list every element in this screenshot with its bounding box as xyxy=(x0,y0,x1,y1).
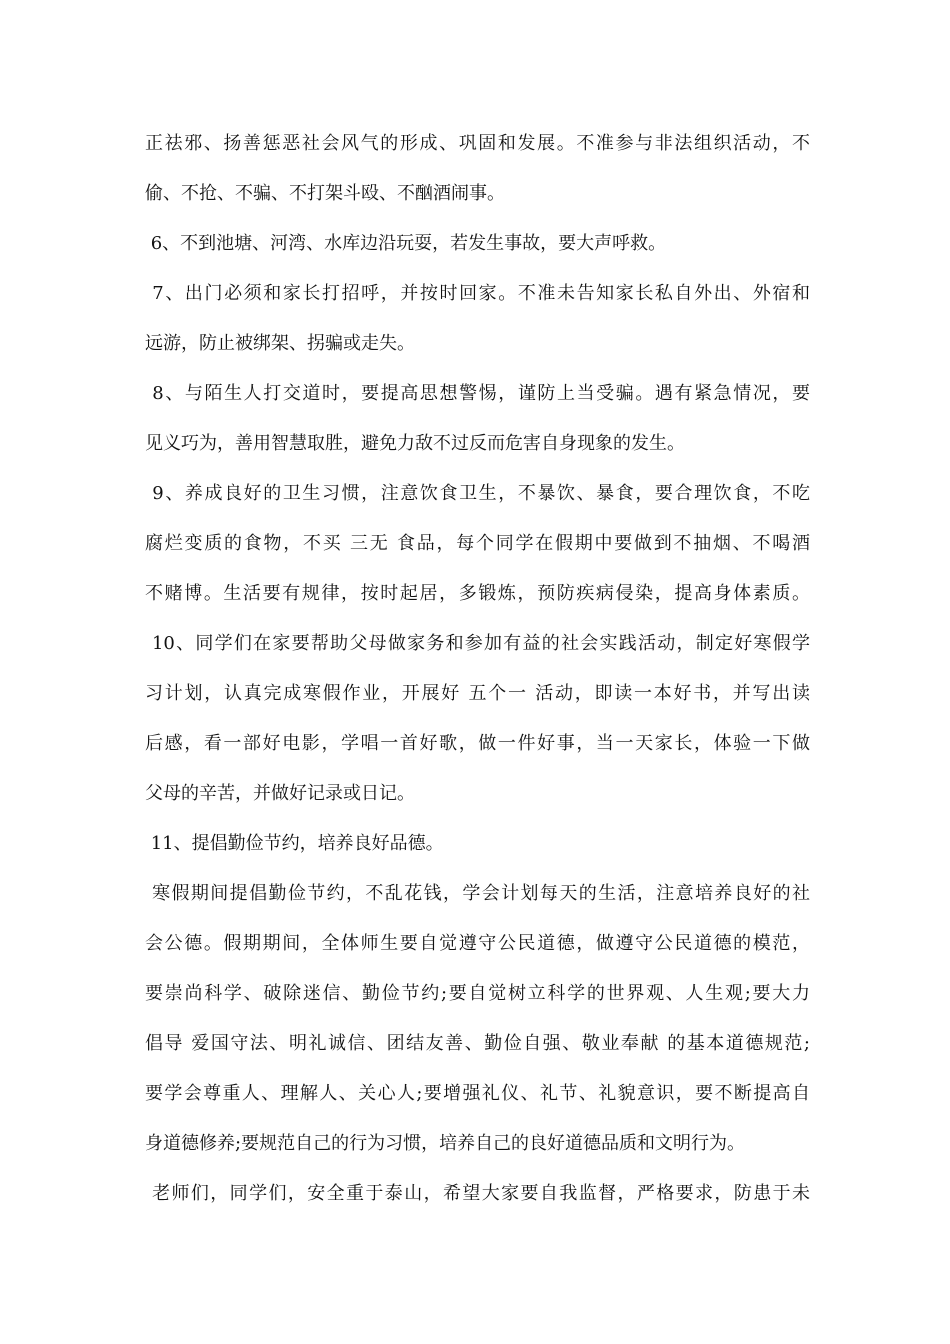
text-line: 11、提倡勤俭节约，培养良好品德。 xyxy=(145,833,444,854)
text-line: 习计划，认真完成寒假作业，开展好 五个一 活动，即读一本好书，并写出读 xyxy=(145,683,810,704)
text-line: 倡导 爱国守法、明礼诚信、团结友善、勤俭自强、敬业奉献 的基本道德规范; xyxy=(145,1033,810,1054)
text-line: 会公德。假期期间，全体师生要自觉遵守公民道德，做遵守公民道德的模范， xyxy=(145,933,810,954)
text-line: 身道德修养;要规范自己的行为习惯，培养自己的良好道德品质和文明行为。 xyxy=(145,1133,746,1154)
text-line: 要学会尊重人、理解人、关心人;要增强礼仪、礼节、礼貌意识，要不断提高自 xyxy=(145,1083,810,1104)
text-line: 不赌博。生活要有规律，按时起居，多锻炼，预防疾病侵染，提高身体素质。 xyxy=(145,583,810,604)
text-line: 偷、不抢、不骗、不打架斗殴、不酗酒闹事。 xyxy=(145,183,505,204)
text-line: 父母的辛苦，并做好记录或日记。 xyxy=(145,783,415,804)
text-line: 老师们，同学们，安全重于泰山，希望大家要自我监督，严格要求，防患于未 xyxy=(145,1183,810,1204)
text-line: 要崇尚科学、破除迷信、勤俭节约;要自觉树立科学的世界观、人生观;要大力 xyxy=(145,983,810,1004)
text-line: 9、养成良好的卫生习惯，注意饮食卫生，不暴饮、暴食，要合理饮食，不吃 xyxy=(145,483,810,504)
text-line: 正祛邪、扬善惩恶社会风气的形成、巩固和发展。不准参与非法组织活动，不 xyxy=(145,133,810,154)
text-line: 7、出门必须和家长打招呼，并按时回家。不准未告知家长私自外出、外宿和 xyxy=(145,283,810,304)
text-line: 寒假期间提倡勤俭节约，不乱花钱，学会计划每天的生活，注意培养良好的社 xyxy=(145,883,810,904)
document-body xyxy=(145,119,810,1219)
text-line: 见义巧为，善用智慧取胜，避免力敌不过反而危害自身现象的发生。 xyxy=(145,433,685,454)
text-line: 10、同学们在家要帮助父母做家务和参加有益的社会实践活动，制定好寒假学 xyxy=(145,633,810,654)
text-line: 8、与陌生人打交道时，要提高思想警惕，谨防上当受骗。遇有紧急情况，要 xyxy=(145,383,810,404)
text-line: 6、不到池塘、河湾、水库边沿玩耍，若发生事故，要大声呼救。 xyxy=(145,233,667,254)
text-line: 远游，防止被绑架、拐骗或走失。 xyxy=(145,333,415,354)
text-line: 腐烂变质的食物，不买 三无 食品，每个同学在假期中要做到不抽烟、不喝酒 xyxy=(145,533,810,554)
text-line: 后感，看一部好电影，学唱一首好歌，做一件好事，当一天家长，体验一下做 xyxy=(145,733,810,754)
